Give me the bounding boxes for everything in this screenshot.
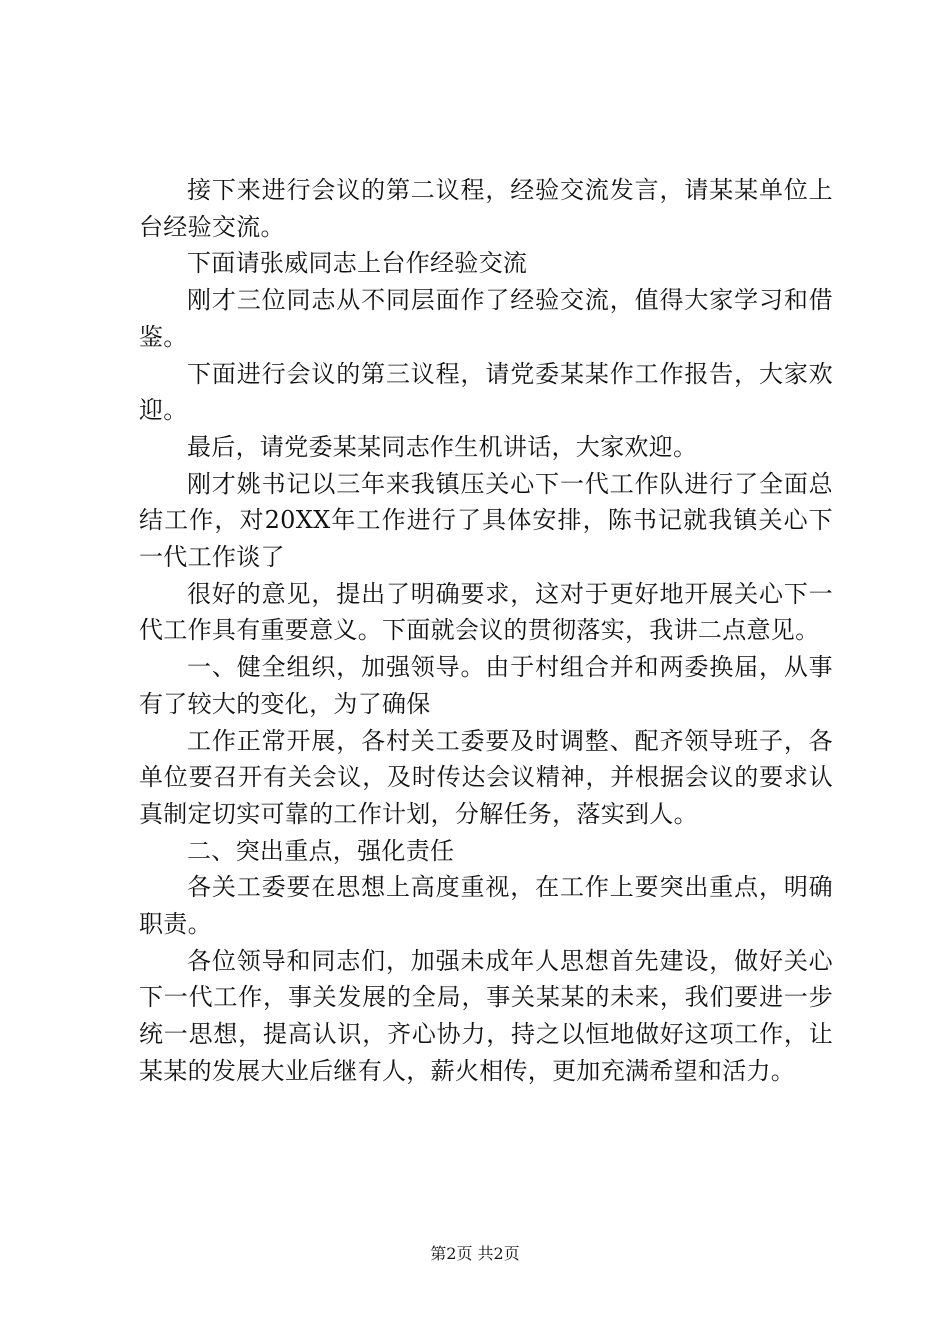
paragraph-9: 工作正常开展，各村关工委要及时调整、配齐领导班子，各单位要召开有关会议，及时传达会议精神，并根据会议的要求认真制定切实可靠的工作计划，分解任务，落实到人。 [139,726,833,828]
paragraph-4: 下面进行会议的第三议程，请党委某某作工作报告，大家欢迎。 [139,359,833,425]
paragraph-8: 一、健全组织，加强领导。由于村组合并和两委换届，从事有了较大的变化，为了确保 [139,653,833,718]
paragraph-5: 最后，请党委某某同志作生机讲话，大家欢迎。 [187,432,698,461]
page-number-label: 第2页 共2页 [430,1244,520,1263]
paragraph-3: 刚才三位同志从不同层面作了经验交流，值得大家学习和借鉴。 [139,286,833,351]
page-footer [0,1243,950,1265]
paragraph-12: 各位领导和同志们，加强未成年人思想首先建设，做好关心下一代工作，事关发展的全局，事关某某的未来，我们要进一步统一思想，提高认识，齐心协力，持之以恒地做好这项工作，让某某的发展大业后继有人，薪火相传，更加充满希望和活力。 [139,946,833,1085]
paragraph-6: 刚才姚书记以三年来我镇压关心下一代工作队进行了全面总结工作，对20XX年工作进行了具体安排，陈书记就我镇关心下一代工作谈了 [139,469,833,572]
document-body [139,172,833,1090]
paragraph-11: 各关工委要在思想上高度重视，在工作上要突出重点，明确职责。 [139,873,833,939]
paragraph-1: 接下来进行会议的第二议程，经验交流发言，请某某单位上台经验交流。 [139,176,833,241]
paragraph-10: 二、突出重点，强化责任 [187,836,455,865]
paragraph-7: 很好的意见，提出了明确要求，这对于更好地开展关心下一代工作具有重要意义。下面就会议的贯彻落实，我讲二点意见。 [139,579,833,645]
paragraph-2: 下面请张威同志上台作经验交流 [187,249,528,278]
